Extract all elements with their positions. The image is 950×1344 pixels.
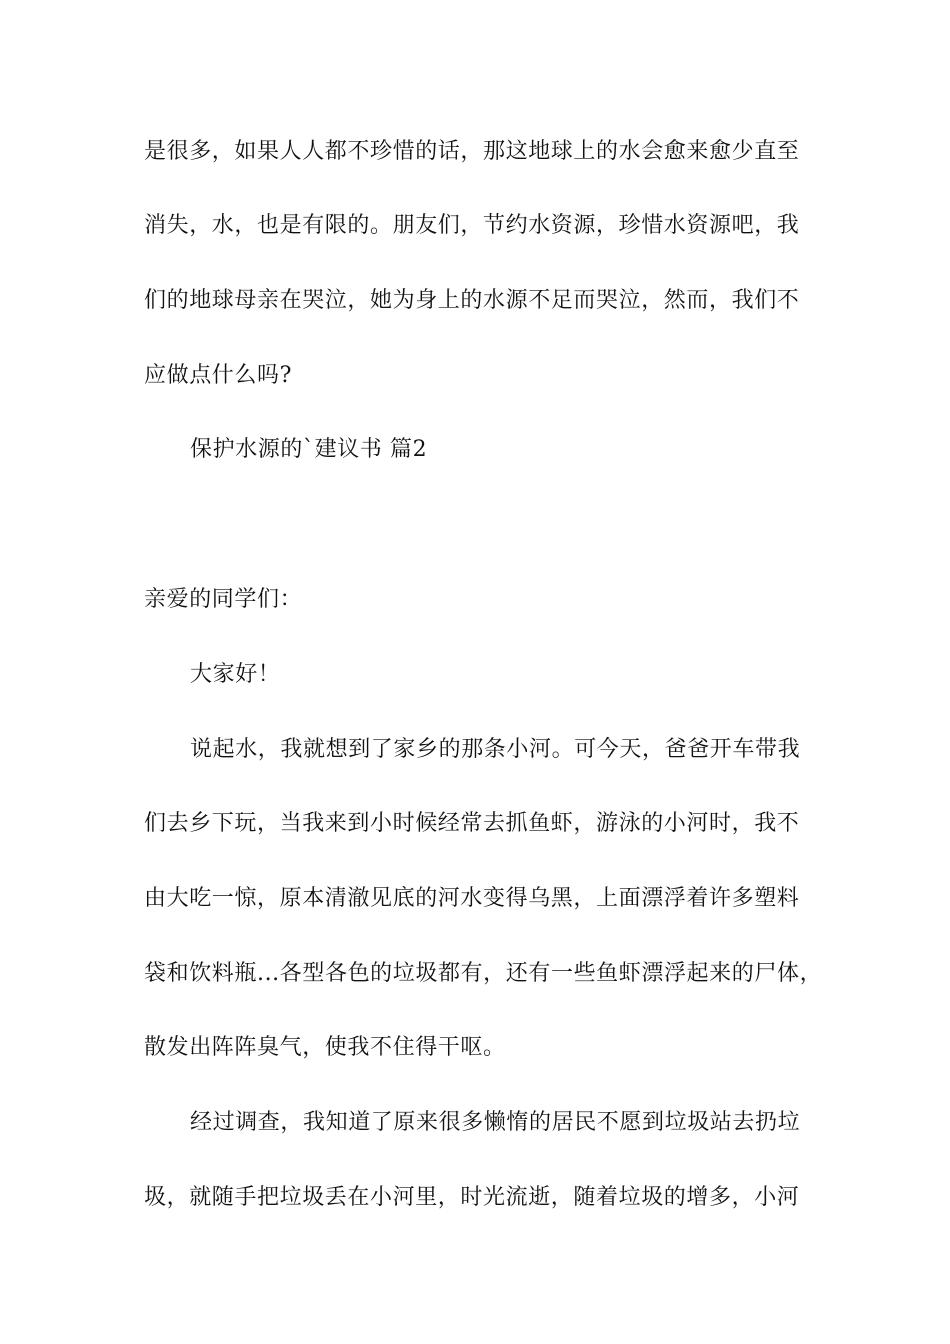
paragraph-line: 由大吃一惊，原本清澈见底的河水变得乌黑，上面漂浮着许多塑料: [144, 886, 800, 911]
paragraph-line: 袋和饮料瓶...各型各色的垃圾都有，还有一些鱼虾漂浮起来的尸体，: [144, 961, 823, 986]
paragraph-line: 经过调查，我知道了原来很多懒惰的居民不愿到垃圾站去扔垃: [190, 1110, 801, 1135]
paragraph-line: 们去乡下玩，当我来到小时候经常去抓鱼虾，游泳的小河时，我不: [144, 811, 800, 836]
section-heading: 保护水源的`建议书 篇2: [190, 437, 428, 462]
paragraph-line: 圾，就随手把垃圾丢在小河里，时光流逝，随着垃圾的增多，小河: [144, 1185, 800, 1210]
paragraph-line: 们的地球母亲在哭泣，她为身上的水源不足而哭泣，然而，我们不: [144, 288, 800, 313]
paragraph-line: 应做点什么吗?: [144, 363, 292, 388]
greeting: 大家好！: [190, 662, 281, 687]
paragraph-line: 消失，水，也是有限的。朋友们，节约水资源，珍惜水资源吧，我: [144, 213, 800, 238]
salutation: 亲爱的同学们：: [144, 587, 303, 612]
paragraph-line: 是很多，如果人人都不珍惜的话，那这地球上的水会愈来愈少直至: [144, 139, 800, 164]
paragraph-line: 散发出阵阵臭气，使我不住得干呕。: [144, 1035, 506, 1060]
paragraph-line: 说起水，我就想到了家乡的那条小河。可今天，爸爸开车带我: [190, 737, 801, 762]
